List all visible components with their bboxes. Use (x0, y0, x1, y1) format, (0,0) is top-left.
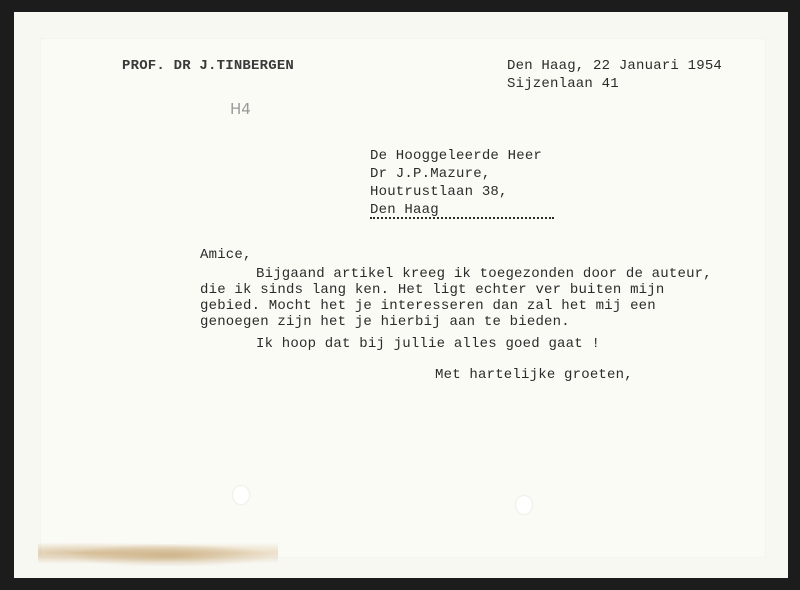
pencil-annotation: H4 (230, 100, 251, 118)
sender-address: Sijzenlaan 41 (507, 76, 619, 92)
salutation: Amice, (200, 247, 252, 263)
recipient-city: Den Haag (370, 202, 439, 218)
body-line-3: gebied. Mocht het je interesseren dan zal het mij een (200, 298, 656, 314)
closing: Met hartelijke groeten, (435, 367, 633, 383)
sender-name: PROF. DR J.TINBERGEN (122, 58, 295, 74)
recipient-line-2: Dr J.P.Mazure, (370, 166, 491, 182)
stain-mark (38, 540, 278, 566)
body-line-1: Bijgaand artikel kreeg ik toegezonden door de auteur, (256, 266, 712, 282)
body-line-5: Ik hoop dat bij jullie alles goed gaat ! (256, 336, 601, 352)
body-line-2: die ik sinds lang ken. Het ligt echter ver buiten mijn (200, 282, 665, 298)
recipient-line-3: Houtrustlaan 38, (370, 184, 508, 200)
punch-hole-left (233, 486, 249, 504)
punch-hole-right (516, 496, 532, 514)
recipient-line-1: De Hooggeleerde Heer (370, 148, 543, 164)
city-underline (370, 205, 554, 219)
body-line-4: genoegen zijn het je hierbij aan te bieden. (200, 314, 570, 330)
date-line: Den Haag, 22 Januari 1954 (507, 58, 723, 74)
